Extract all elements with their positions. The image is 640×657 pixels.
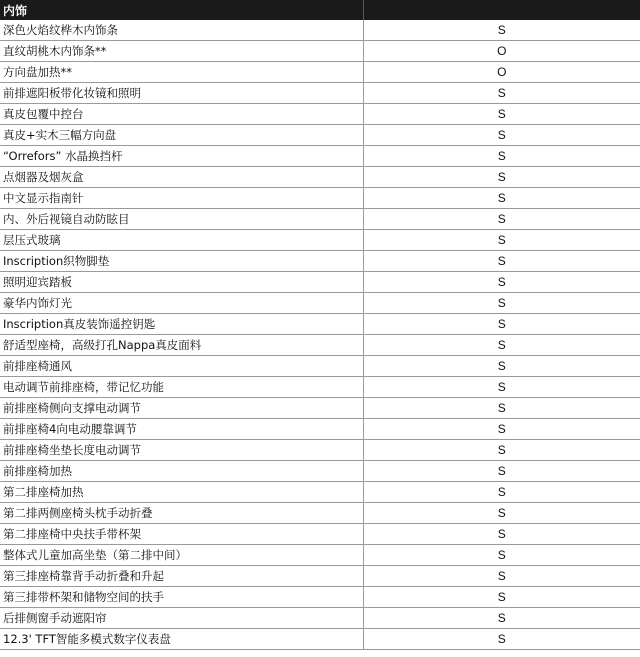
feature-name-cell: 内、外后视镜自动防眩目: [0, 209, 363, 230]
table-row: [0, 104, 640, 125]
feature-name-cell: 方向盘加热**: [0, 62, 363, 83]
feature-name-cell: 前排座椅4向电动腰靠调节: [0, 419, 363, 440]
feature-name-cell: 前排座椅侧向支撑电动调节: [0, 398, 363, 419]
feature-name-cell: 电动调节前排座椅，带记忆功能: [0, 377, 363, 398]
feature-name-cell: Inscription织物脚垫: [0, 251, 363, 272]
table-row: [0, 209, 640, 230]
table-row: [0, 272, 640, 293]
availability-cell: S: [363, 440, 640, 461]
availability-cell: S: [363, 587, 640, 608]
feature-name-cell: 第三排带杯架和储物空间的扶手: [0, 587, 363, 608]
availability-cell: S: [363, 335, 640, 356]
availability-cell: S: [363, 461, 640, 482]
availability-cell: S: [363, 251, 640, 272]
table-row: [0, 482, 640, 503]
feature-name-cell: 第二排座椅中央扶手带杯架: [0, 524, 363, 545]
table-row: [0, 545, 640, 566]
availability-cell: O: [363, 62, 640, 83]
availability-cell: O: [363, 41, 640, 62]
table-row: [0, 335, 640, 356]
availability-cell: S: [363, 545, 640, 566]
availability-cell: S: [363, 566, 640, 587]
table-body: [0, 20, 640, 650]
table-row: [0, 503, 640, 524]
table-row: [0, 146, 640, 167]
feature-name-cell: “Orrefors” 水晶换挡杆: [0, 146, 363, 167]
table-row: [0, 188, 640, 209]
availability-cell: S: [363, 146, 640, 167]
feature-name-cell: 12.3' TFT智能多模式数字仪表盘: [0, 629, 363, 650]
table-row: [0, 293, 640, 314]
table-row: [0, 167, 640, 188]
table-row: [0, 125, 640, 146]
table-row: [0, 566, 640, 587]
feature-name-cell: 第二排两侧座椅头枕手动折叠: [0, 503, 363, 524]
table-row: [0, 419, 640, 440]
availability-cell: S: [363, 293, 640, 314]
availability-cell: S: [363, 230, 640, 251]
feature-name-cell: 深色火焰纹桦木内饰条: [0, 20, 363, 41]
table-row: [0, 251, 640, 272]
table-row: [0, 314, 640, 335]
feature-name-cell: 后排侧窗手动遮阳帘: [0, 608, 363, 629]
availability-cell: S: [363, 608, 640, 629]
table-row: [0, 83, 640, 104]
availability-cell: S: [363, 167, 640, 188]
availability-cell: S: [363, 398, 640, 419]
feature-name-cell: 真皮包覆中控台: [0, 104, 363, 125]
feature-name-cell: 中文显示指南针: [0, 188, 363, 209]
table-row: [0, 41, 640, 62]
table-row: [0, 524, 640, 545]
availability-cell: S: [363, 482, 640, 503]
table-row: [0, 230, 640, 251]
table-row: [0, 20, 640, 41]
table-row: [0, 377, 640, 398]
feature-name-cell: 真皮+实木三幅方向盘: [0, 125, 363, 146]
table-row: [0, 398, 640, 419]
availability-cell: S: [363, 188, 640, 209]
availability-cell: S: [363, 524, 640, 545]
availability-cell: S: [363, 104, 640, 125]
feature-name-cell: Inscription真皮装饰遥控钥匙: [0, 314, 363, 335]
feature-name-cell: 层压式玻璃: [0, 230, 363, 251]
feature-name-cell: 前排遮阳板带化妆镜和照明: [0, 83, 363, 104]
feature-name-cell: 直纹胡桃木内饰条**: [0, 41, 363, 62]
header-value-cell: [363, 0, 640, 20]
availability-cell: S: [363, 377, 640, 398]
availability-cell: S: [363, 503, 640, 524]
feature-name-cell: 第二排座椅加热: [0, 482, 363, 503]
availability-cell: S: [363, 83, 640, 104]
feature-name-cell: 第三排座椅靠背手动折叠和升起: [0, 566, 363, 587]
availability-cell: S: [363, 125, 640, 146]
availability-cell: S: [363, 20, 640, 41]
availability-cell: S: [363, 209, 640, 230]
availability-cell: S: [363, 629, 640, 650]
table-row: [0, 62, 640, 83]
availability-cell: S: [363, 272, 640, 293]
table-row: [0, 608, 640, 629]
table-row: [0, 461, 640, 482]
availability-cell: S: [363, 419, 640, 440]
feature-name-cell: 点烟器及烟灰盒: [0, 167, 363, 188]
feature-name-cell: 前排座椅加热: [0, 461, 363, 482]
availability-cell: S: [363, 356, 640, 377]
feature-name-cell: 照明迎宾踏板: [0, 272, 363, 293]
feature-name-cell: 豪华内饰灯光: [0, 293, 363, 314]
feature-name-cell: 前排座椅通风: [0, 356, 363, 377]
section-title: 内饰: [0, 0, 363, 20]
table-row: [0, 440, 640, 461]
table-row: [0, 587, 640, 608]
table-row: [0, 629, 640, 650]
feature-name-cell: 整体式儿童加高坐垫（第二排中间）: [0, 545, 363, 566]
table-header-row: [0, 0, 640, 20]
availability-cell: S: [363, 314, 640, 335]
feature-name-cell: 前排座椅坐垫长度电动调节: [0, 440, 363, 461]
table-row: [0, 356, 640, 377]
feature-name-cell: 舒适型座椅，高级打孔Nappa真皮面料: [0, 335, 363, 356]
